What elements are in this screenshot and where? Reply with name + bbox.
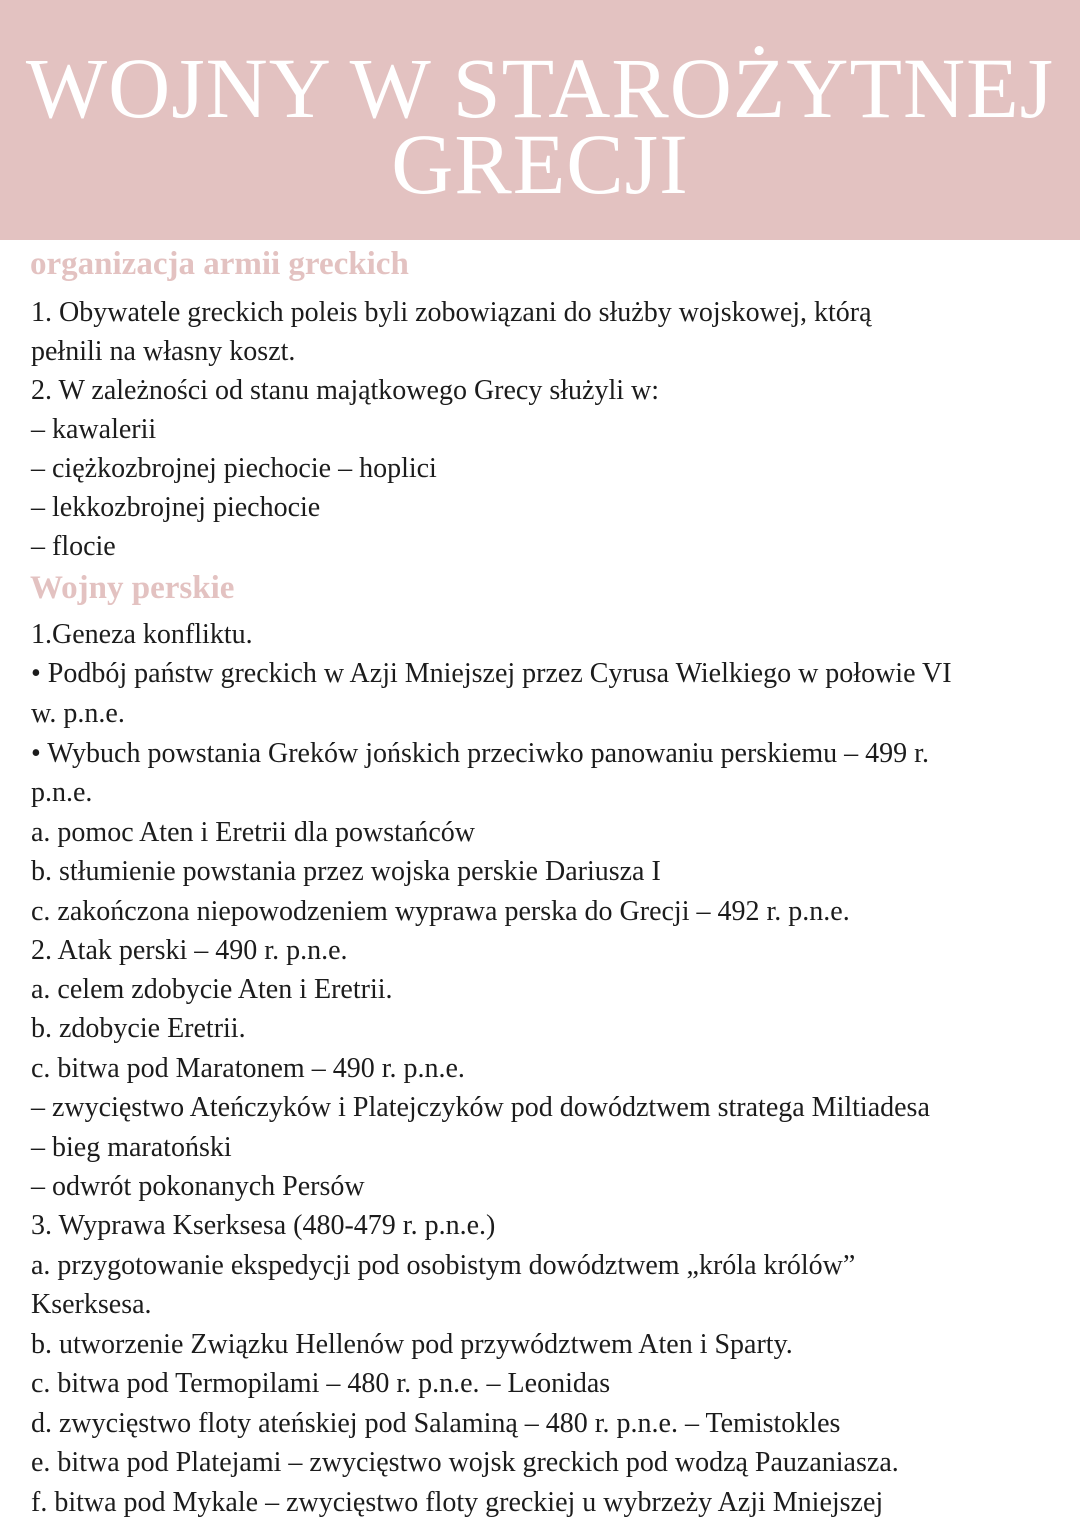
text-line: 2. Atak perski – 490 r. p.n.e.: [31, 935, 348, 966]
text-line: – kawalerii: [31, 414, 157, 445]
text-line: c. bitwa pod Maratonem – 490 r. p.n.e.: [31, 1053, 465, 1084]
text-line: 1.Geneza konfliktu.: [31, 619, 253, 650]
text-line: Kserksesa.: [31, 1289, 152, 1320]
text-line: p.n.e.: [31, 777, 93, 808]
text-line: a. przygotowanie ekspedycji pod osobistym dowództwem „króla królów”: [31, 1250, 856, 1281]
text-line: a. pomoc Aten i Eretrii dla powstańców: [31, 817, 475, 848]
text-line: a. celem zdobycie Aten i Eretrii.: [31, 974, 393, 1005]
text-line: b. zdobycie Eretrii.: [31, 1013, 246, 1044]
text-line: – bieg maratoński: [31, 1132, 232, 1163]
text-line: w. p.n.e.: [31, 698, 125, 729]
text-line: pełnili na własny koszt.: [31, 336, 296, 367]
text-line: b. utworzenie Związku Hellenów pod przywództwem Aten i Sparty.: [31, 1329, 793, 1360]
text-line: • Wybuch powstania Greków jońskich przeciwko panowaniu perskiemu – 499 r.: [31, 738, 929, 769]
text-line: e. bitwa pod Platejami – zwycięstwo wojsk greckich pod wodzą Pauzaniasza.: [31, 1447, 899, 1478]
title-banner: [0, 0, 1080, 240]
text-line: – lekkozbrojnej piechocie: [31, 492, 321, 523]
text-line: 3. Wyprawa Kserksesa (480-479 r. p.n.e.): [31, 1210, 496, 1241]
text-line: f. bitwa pod Mykale – zwycięstwo floty greckiej u wybrzeży Azji Mniejszej: [31, 1487, 884, 1518]
text-line: 1. Obywatele greckich poleis byli zobowiązani do służby wojskowej, którą: [31, 297, 872, 328]
text-line: – odwrót pokonanych Persów: [31, 1171, 365, 1202]
text-line: – zwycięstwo Ateńczyków i Platejczyków pod dowództwem stratega Miltiadesa: [31, 1092, 930, 1123]
text-line: • Podbój państw greckich w Azji Mniejszej przez Cyrusa Wielkiego w połowie VI: [31, 658, 952, 689]
page-title-line-2: GRECJI: [391, 116, 689, 212]
text-line: – flocie: [31, 531, 116, 562]
section-heading-army-organization: organizacja armii greckich: [30, 246, 409, 282]
text-line: – ciężkozbrojnej piechocie – hoplici: [31, 453, 437, 484]
text-line: c. zakończona niepowodzeniem wyprawa perska do Grecji – 492 r. p.n.e.: [31, 896, 850, 927]
text-line: c. bitwa pod Termopilami – 480 r. p.n.e. – Leonidas: [31, 1368, 611, 1399]
section-heading-persian-wars: Wojny perskie: [30, 570, 235, 606]
text-line: b. stłumienie powstania przez wojska perskie Dariusza I: [31, 856, 661, 887]
page-title-line-1: WOJNY W STAROŻYTNEJ: [25, 40, 1055, 136]
text-line: 2. W zależności od stanu majątkowego Grecy służyli w:: [31, 375, 660, 406]
text-line: d. zwycięstwo floty ateńskiej pod Salaminą – 480 r. p.n.e. – Temistokles: [31, 1408, 841, 1439]
